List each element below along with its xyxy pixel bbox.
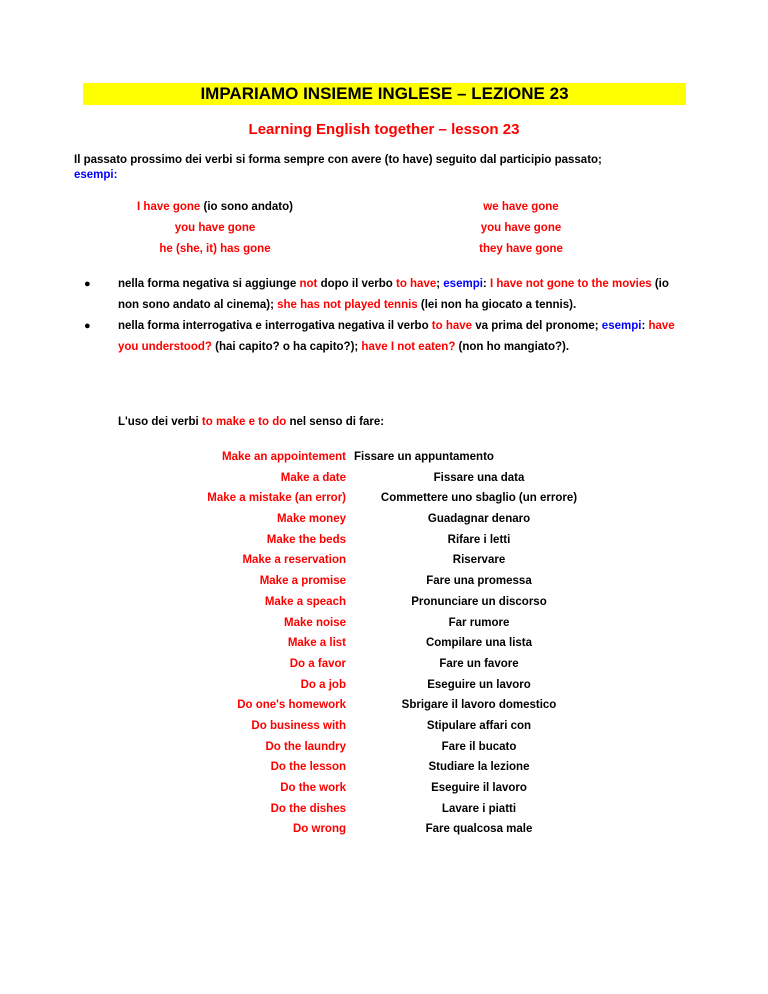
verb-italian: Pronunciare un discorso <box>411 595 547 608</box>
text: dopo il verbo <box>317 278 396 290</box>
verb-english: Make a date <box>280 471 346 484</box>
verb-italian: Eseguire il lavoro <box>431 782 527 794</box>
verb-row <box>100 613 660 634</box>
examples-label: esempi: <box>74 169 118 181</box>
examples-label: esempi <box>601 320 642 332</box>
verb-row <box>100 488 660 509</box>
conj-form: he (she, it) has gone <box>159 243 271 255</box>
verb-italian: Fare qualcosa male <box>425 823 533 836</box>
verb-english: Make an appointement <box>222 451 346 463</box>
verb-row <box>100 509 660 530</box>
verb-row <box>100 716 660 737</box>
lesson-subtitle: Learning English together – lesson 23 <box>248 121 520 138</box>
verb-english: Do one's homework <box>237 699 346 712</box>
bullet-icon: ● <box>84 278 91 290</box>
text: (lei non ha giocato a tennis). <box>417 298 577 311</box>
conjugation-right-3: they have gone <box>479 243 563 255</box>
text: nel senso di fare: <box>286 416 385 428</box>
verb-italian: Commettere uno sbaglio (un errore) <box>380 492 578 505</box>
conj-form: you have gone <box>174 222 256 234</box>
text: nella forma negativa si aggiunge <box>118 278 300 290</box>
verb-english: Make the beds <box>266 533 346 546</box>
verb-italian: Studiare la lezione <box>428 761 530 774</box>
verb-italian: Fare un favore <box>439 657 519 670</box>
verb-italian: Fare il bucato <box>441 740 517 753</box>
verb-row <box>100 530 660 551</box>
verb-row <box>100 447 660 468</box>
verb-italian: Sbrigare il lavoro domestico <box>401 699 557 712</box>
verb-english: Make a reservation <box>242 554 346 567</box>
verb-english: Make noise <box>284 616 346 629</box>
verb-english: Do a favor <box>289 657 346 670</box>
highlight: to make e to do <box>201 416 287 428</box>
verb-italian: Far rumore <box>448 616 510 629</box>
verb-english: Do wrong <box>292 823 346 836</box>
rule-negative <box>80 274 680 315</box>
verb-english: Make a list <box>287 637 346 650</box>
verb-english: Do a job <box>300 678 346 691</box>
verb-italian: Riservare <box>452 554 506 567</box>
verb-row <box>100 592 660 613</box>
verb-english: Make a mistake (an error) <box>207 492 346 505</box>
verb-italian: Eseguire un lavoro <box>427 678 531 691</box>
verb-row <box>100 778 660 799</box>
verb-row <box>100 675 660 696</box>
verb-row <box>100 550 660 571</box>
make-do-intro <box>118 416 384 428</box>
verb-row <box>100 468 660 489</box>
conj-form: I have gone <box>137 201 201 213</box>
verb-row <box>100 737 660 758</box>
intro-text: Il passato prossimo dei verbi si forma sempre con avere (to have) seguito dal participio passato; <box>74 154 602 166</box>
text: nella forma interrogativa e interrogativa negativa il verbo <box>118 320 432 332</box>
highlight: to have <box>395 278 437 290</box>
verb-english: Do the dishes <box>270 802 346 815</box>
verb-english: Make money <box>276 513 346 526</box>
conjugation-right-1: we have gone <box>483 201 559 213</box>
text: (hai capito? o ha capito?); <box>211 340 362 353</box>
verb-english: Make a speach <box>264 595 346 608</box>
verb-italian: Compilare una lista <box>425 637 533 650</box>
highlight: not <box>299 278 318 290</box>
verbs-table <box>100 447 660 840</box>
conj-note: (io sono andato) <box>200 201 293 213</box>
highlight: have I not eaten? <box>361 340 456 353</box>
verb-row <box>100 633 660 654</box>
verb-italian: Fare una promessa <box>426 575 532 588</box>
conjugation-left-1 <box>100 201 330 213</box>
verb-row <box>100 757 660 778</box>
text: L'uso dei verbi <box>118 416 202 428</box>
verb-italian: Fissare un appuntamento <box>354 451 494 463</box>
verb-row <box>100 654 660 675</box>
conjugation-right-2: you have gone <box>480 222 562 234</box>
verb-italian: Guadagnar denaro <box>427 513 531 526</box>
verb-row <box>100 571 660 592</box>
verb-row <box>100 819 660 840</box>
text: : <box>641 320 649 332</box>
lesson-title: IMPARIAMO INSIEME INGLESE – LEZIONE 23 <box>83 83 686 105</box>
verb-english: Do the work <box>280 782 346 794</box>
intro-paragraph <box>74 153 694 183</box>
text: ; <box>436 278 444 290</box>
verb-italian: Rifare i letti <box>447 533 511 546</box>
verb-italian: Fissare una data <box>433 471 525 484</box>
rules-list <box>80 274 680 358</box>
verb-english: Do business with <box>251 719 346 732</box>
text: : <box>482 278 490 290</box>
text: (non ho mangiato?). <box>455 340 570 353</box>
verb-italian: Stipulare affari con <box>426 719 532 732</box>
text: va prima del pronome; <box>472 320 602 332</box>
highlight: have you understood? <box>118 320 675 353</box>
highlight: she has not played tennis <box>277 298 418 311</box>
conjugation-left-3 <box>100 243 330 255</box>
verb-english: Do the laundry <box>265 740 346 753</box>
verb-english: Make a promise <box>259 575 346 588</box>
verb-english: Do the lesson <box>270 761 346 774</box>
verb-italian: Lavare i piatti <box>441 802 517 815</box>
verb-row <box>100 799 660 820</box>
rule-interrogative <box>80 316 680 357</box>
bullet-icon: ● <box>84 320 91 332</box>
highlight: to have <box>431 320 473 332</box>
verb-row <box>100 695 660 716</box>
examples-label: esempi <box>443 278 483 290</box>
conjugation-left-2 <box>100 222 330 234</box>
text: (io non sono andato al cinema); <box>118 278 669 311</box>
highlight: I have not gone to the movies <box>489 278 652 290</box>
